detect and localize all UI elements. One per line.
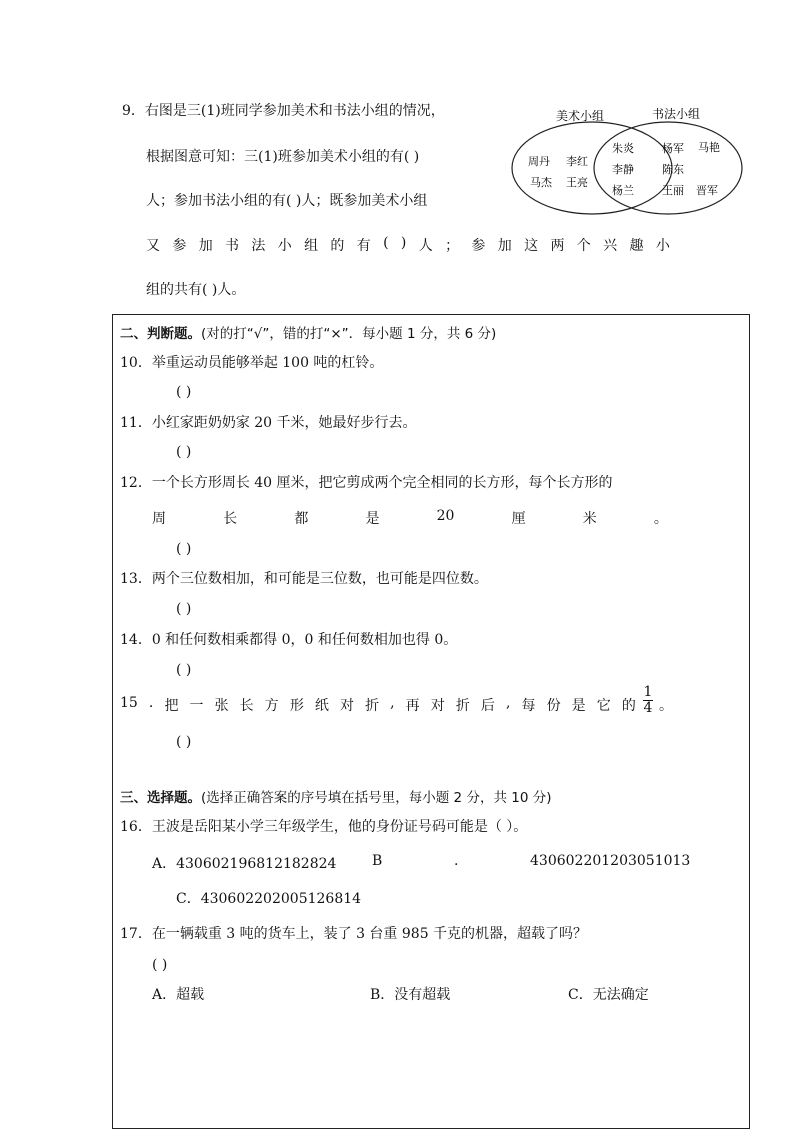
q9-line4-char: 这 bbox=[524, 238, 539, 254]
q12-line1: 12．一个长方形周长 40 厘米，把它剪成两个完全相同的长方形，每个长方形的 bbox=[120, 475, 613, 491]
q15-char: 一 bbox=[189, 698, 204, 714]
q17-stem: 17．在一辆载重 3 吨的货车上，装了 3 台重 985 千克的机器，超载了吗？ bbox=[120, 926, 588, 942]
q17-option-b[interactable]: B．没有超载 bbox=[370, 987, 451, 1003]
q15-char: 对 bbox=[430, 698, 445, 714]
q9-line3: 人；参加书法小组的有( )人；既参加美术小组 bbox=[146, 193, 428, 209]
venn-name: 周丹 bbox=[528, 155, 550, 168]
venn-name: 朱炎 bbox=[612, 142, 634, 155]
venn-name: 杨军 bbox=[662, 142, 684, 155]
q15-char: 再 bbox=[405, 698, 420, 714]
answer-blank[interactable]: ( ) bbox=[176, 734, 192, 750]
q15-char: 每 bbox=[521, 698, 536, 714]
q16-option-c[interactable]: C．430602202005126814 bbox=[176, 891, 362, 907]
q12-line2 bbox=[152, 508, 668, 528]
venn-name: 李红 bbox=[566, 155, 588, 168]
q13-text: 13．两个三位数相加，和可能是三位数，也可能是四位数。 bbox=[120, 571, 488, 587]
q9-line4-char: 书 bbox=[225, 238, 240, 254]
q9-line4-char: 加 bbox=[198, 238, 213, 254]
q12-line2-char: 20 bbox=[436, 508, 455, 524]
q15-char: , bbox=[505, 695, 511, 711]
q9-line4-char: ； bbox=[445, 238, 460, 254]
q15-text bbox=[120, 695, 636, 715]
q16-option-b-letter[interactable]: B bbox=[372, 853, 383, 869]
q11-text: 11．小红家距奶奶家 20 千米，她最好步行去。 bbox=[120, 415, 417, 431]
q12-line2-char: 厘 bbox=[511, 511, 526, 527]
q9-line4-char: 趣 bbox=[629, 238, 644, 254]
q15-char: 后 bbox=[480, 698, 495, 714]
answer-blank[interactable]: ( ) bbox=[176, 662, 192, 678]
q9-line4-char: 小 bbox=[655, 238, 670, 254]
q12-line2-char: 都 bbox=[294, 511, 309, 527]
q15-char: 纸 bbox=[314, 698, 329, 714]
q9-line4-char: 又 bbox=[146, 238, 160, 254]
q12-line2-char: 。 bbox=[653, 511, 668, 527]
section3-note: (选择正确答案的序号填在括号里，每小题 2 分，共 10 分) bbox=[201, 790, 552, 806]
q16-stem: 16．王波是岳阳某小学三年级学生，他的身份证号码可能是（ ）。 bbox=[120, 819, 528, 835]
venn-name: 陈东 bbox=[662, 163, 684, 176]
q9-line4-char: 组 bbox=[304, 238, 319, 254]
q16-option-a[interactable]: A．430602196812182824 bbox=[152, 856, 337, 872]
q15-char: 长 bbox=[239, 698, 254, 714]
q9-line4-char: 个 bbox=[576, 238, 591, 254]
q10-text: 10．举重运动员能够举起 100 吨的杠铃。 bbox=[120, 355, 384, 371]
answer-blank[interactable]: ( ) bbox=[176, 384, 192, 400]
answer-blank[interactable]: ( ) bbox=[176, 601, 192, 617]
q9-line4-char: 参 bbox=[172, 238, 187, 254]
q15-char: 把 bbox=[164, 698, 179, 714]
q12-line2-char: 米 bbox=[582, 511, 597, 527]
q16-option-b-dot: . bbox=[454, 853, 459, 869]
fraction-denominator: 4 bbox=[643, 700, 653, 716]
venn-name: 马艳 bbox=[698, 141, 720, 154]
section3-heading: 三、选择题。 bbox=[120, 790, 201, 806]
venn-name: 李静 bbox=[612, 163, 634, 176]
q9-line4-char: 法 bbox=[251, 238, 266, 254]
section2-heading: 二、判断题。 bbox=[120, 326, 201, 342]
q15-char: 方 bbox=[264, 698, 279, 714]
section2-title bbox=[120, 322, 496, 342]
answer-blank[interactable]: ( ) bbox=[176, 541, 192, 557]
q9-line4-char: 两 bbox=[550, 238, 565, 254]
venn-left-label: 美术小组 bbox=[556, 109, 605, 123]
q15-char: 份 bbox=[546, 698, 561, 714]
venn-name: 王亮 bbox=[566, 176, 588, 189]
q9-line4-char: 有 bbox=[356, 238, 371, 254]
section2-note: (对的打“√”，错的打“×”．每小题 1 分，共 6 分) bbox=[201, 326, 497, 342]
q9-line4-char: ( bbox=[383, 235, 389, 251]
answer-blank[interactable]: ( ) bbox=[152, 957, 168, 973]
q15-char: 形 bbox=[289, 698, 304, 714]
q15-char: 它 bbox=[596, 698, 611, 714]
q9-line4-char: 兴 bbox=[603, 238, 618, 254]
venn-circle-art bbox=[512, 122, 672, 214]
q12-line2-char: 周 bbox=[152, 511, 166, 527]
section3-title bbox=[120, 786, 551, 806]
q9-line4-char: 人 bbox=[418, 238, 433, 254]
question-box bbox=[112, 314, 750, 1129]
q17-option-c[interactable]: C．无法确定 bbox=[568, 987, 649, 1003]
q15-char: 张 bbox=[214, 698, 229, 714]
answer-blank[interactable]: ( ) bbox=[176, 444, 192, 460]
q15-char: 折 bbox=[455, 698, 470, 714]
q15-end: 。 bbox=[659, 698, 673, 714]
q15-char: 15 bbox=[120, 695, 138, 711]
q16-option-b-value[interactable]: 430602201203051013 bbox=[530, 853, 691, 869]
q9-line4-char: 加 bbox=[497, 238, 512, 254]
venn-right-label: 书法小组 bbox=[652, 107, 701, 121]
q9-line4-char: 小 bbox=[277, 238, 292, 254]
q9-line4-char: 参 bbox=[471, 238, 486, 254]
q15-char: 是 bbox=[571, 698, 586, 714]
fraction-numerator: 1 bbox=[643, 684, 653, 700]
venn-name: 杨兰 bbox=[612, 184, 634, 197]
venn-name: 晋军 bbox=[696, 184, 718, 197]
q9-line4 bbox=[146, 235, 670, 255]
q15-char: , bbox=[390, 695, 395, 711]
q17-option-a[interactable]: A．超载 bbox=[152, 987, 205, 1003]
q15-char: 折 bbox=[365, 698, 380, 714]
q15-char: 的 bbox=[621, 698, 636, 714]
q15-char: 对 bbox=[339, 698, 354, 714]
q15-char: . bbox=[148, 695, 154, 711]
q9-line4-char: 的 bbox=[330, 238, 345, 254]
q9-line5: 组的共有( )人。 bbox=[146, 282, 246, 298]
venn-name: 马杰 bbox=[530, 176, 552, 189]
q14-text: 14．0 和任何数相乘都得 0，0 和任何数相加也得 0。 bbox=[120, 632, 458, 648]
q15-fraction bbox=[643, 685, 653, 716]
q9-line1: 9．右图是三(1)班同学参加美术和书法小组的情况， bbox=[122, 103, 445, 119]
venn-name: 王丽 bbox=[662, 184, 684, 197]
q12-line2-char: 是 bbox=[365, 511, 380, 527]
venn-diagram bbox=[500, 98, 750, 228]
q12-line2-char: 长 bbox=[223, 511, 238, 527]
q9-line2: 根据图意可知：三(1)班参加美术小组的有( ) bbox=[146, 149, 420, 165]
q9-line4-char: ) bbox=[400, 235, 407, 251]
